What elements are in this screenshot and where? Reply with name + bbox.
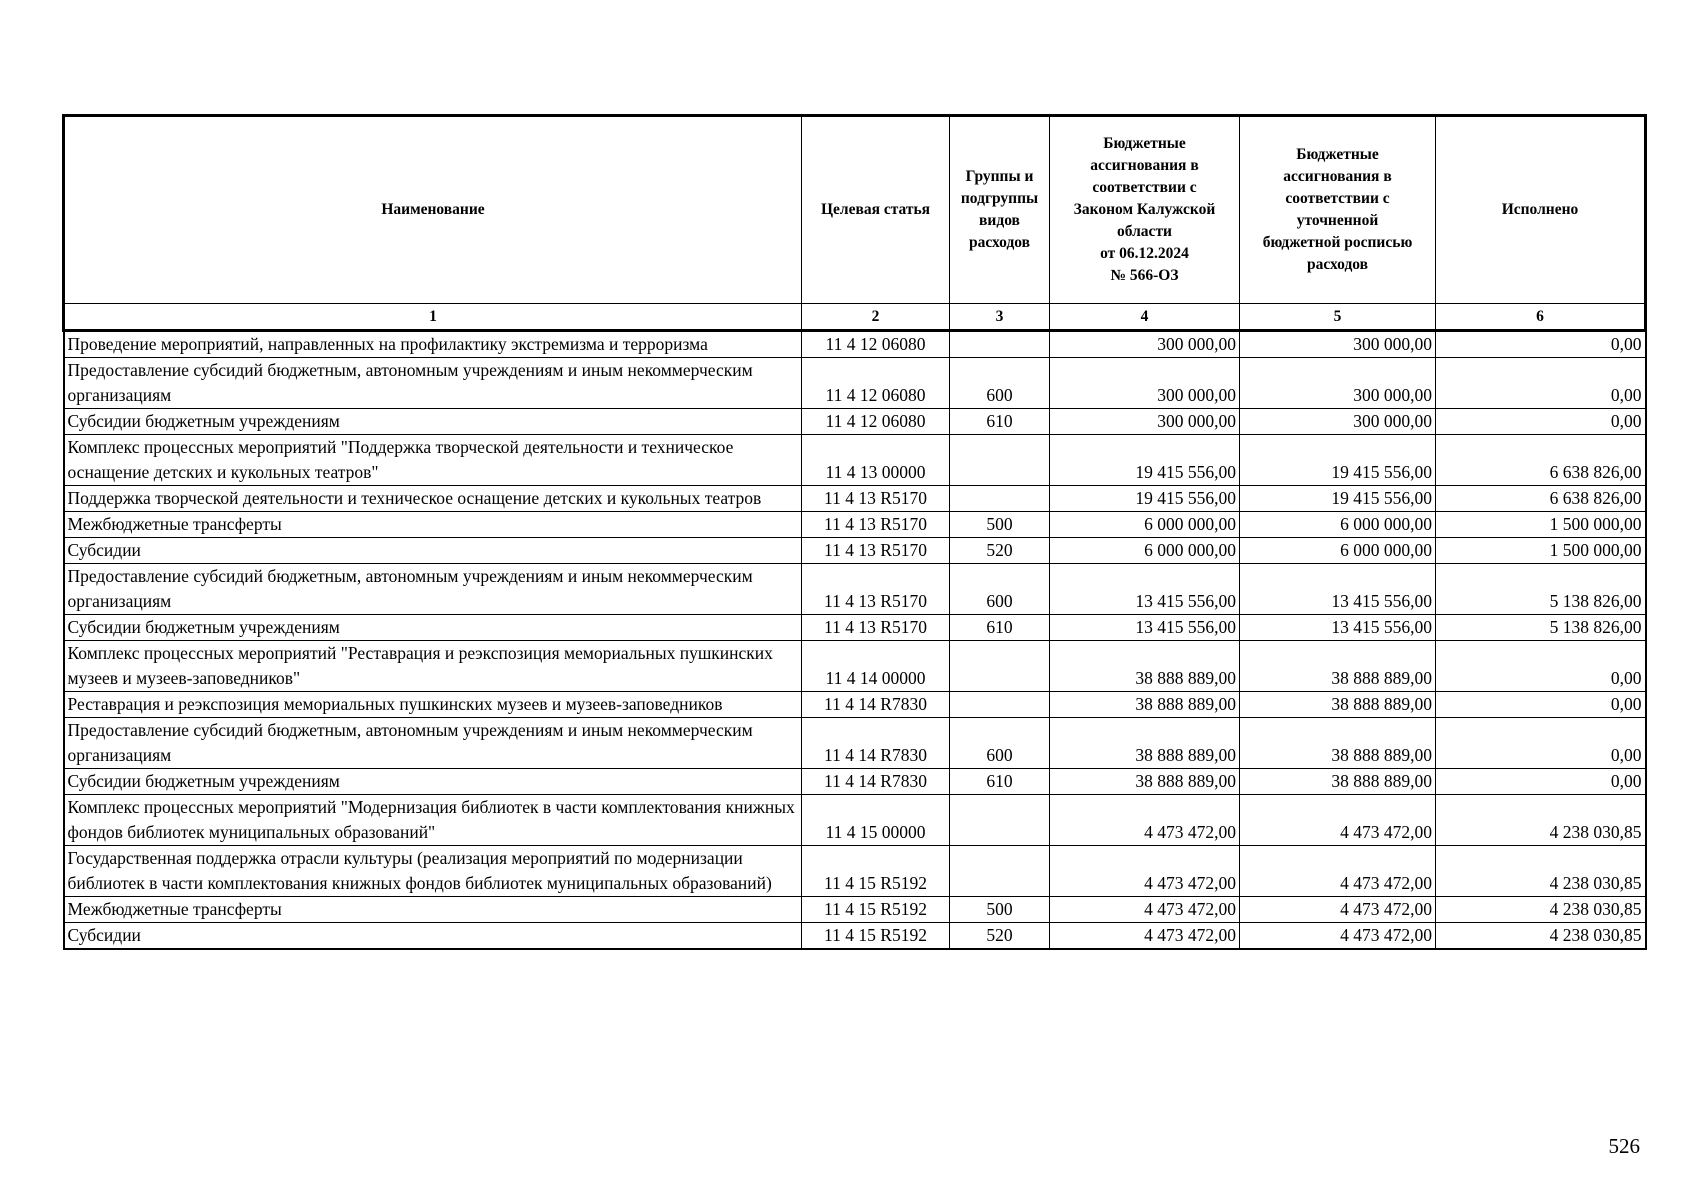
row-target-article-cell: 11 4 15 R5192 xyxy=(802,897,950,923)
row-executed-cell: 1 500 000,00 xyxy=(1436,538,1646,564)
header-executed: Исполнено xyxy=(1436,116,1646,304)
row-target-article-cell: 11 4 13 R5170 xyxy=(802,486,950,512)
row-name-cell: Проведение мероприятий, направленных на профилактику экстремизма и терроризма xyxy=(64,331,802,358)
row-name-cell: Межбюджетные трансферты xyxy=(64,512,802,538)
row-name-cell: Предоставление субсидий бюджетным, автономным учреждениям и иным некоммерческим организациям xyxy=(64,718,802,769)
row-target-article-cell: 11 4 12 06080 xyxy=(802,331,950,358)
header-law-allocations-line: области xyxy=(1117,223,1172,240)
row-executed-cell: 0,00 xyxy=(1436,409,1646,435)
row-law-allocation-cell: 19 415 556,00 xyxy=(1050,435,1240,486)
column-number: 5 xyxy=(1240,304,1436,331)
row-target-article-cell: 11 4 13 R5170 xyxy=(802,512,950,538)
header-refined-allocations-line: бюджетной росписью xyxy=(1262,234,1413,251)
table-row xyxy=(64,692,1646,718)
table-row xyxy=(64,923,1646,950)
row-expense-group-cell: 600 xyxy=(950,358,1050,409)
row-target-article-cell: 11 4 13 00000 xyxy=(802,435,950,486)
row-expense-group-cell: 600 xyxy=(950,564,1050,615)
row-refined-allocation-cell: 19 415 556,00 xyxy=(1240,435,1436,486)
row-refined-allocation-cell: 38 888 889,00 xyxy=(1240,769,1436,795)
row-refined-allocation-cell: 38 888 889,00 xyxy=(1240,641,1436,692)
header-law-allocations-line: соответствии с xyxy=(1092,179,1197,196)
table-row xyxy=(64,795,1646,846)
row-law-allocation-cell: 6 000 000,00 xyxy=(1050,538,1240,564)
table-row xyxy=(64,409,1646,435)
row-name-cell: Поддержка творческой деятельности и техническое оснащение детских и кукольных театров xyxy=(64,486,802,512)
row-name-cell: Предоставление субсидий бюджетным, автономным учреждениям и иным некоммерческим организациям xyxy=(64,564,802,615)
row-name-cell: Субсидии xyxy=(64,538,802,564)
header-expense-group-line: видов xyxy=(979,212,1020,229)
table-row xyxy=(64,615,1646,641)
table-body xyxy=(64,331,1646,950)
row-target-article-cell: 11 4 13 R5170 xyxy=(802,564,950,615)
row-target-article-cell: 11 4 15 00000 xyxy=(802,795,950,846)
row-refined-allocation-cell: 6 000 000,00 xyxy=(1240,512,1436,538)
header-refined-allocations-line: соответствии с xyxy=(1285,190,1390,207)
row-law-allocation-cell: 13 415 556,00 xyxy=(1050,615,1240,641)
row-expense-group-cell: 610 xyxy=(950,409,1050,435)
table-row xyxy=(64,331,1646,358)
row-executed-cell: 0,00 xyxy=(1436,769,1646,795)
header-law-allocations-line: Законом Калужской xyxy=(1073,201,1216,218)
row-refined-allocation-cell: 19 415 556,00 xyxy=(1240,486,1436,512)
row-executed-cell: 4 238 030,85 xyxy=(1436,795,1646,846)
row-name-cell: Государственная поддержка отрасли культуры (реализация мероприятий по модернизации библиотек в части комплектования книжных фондов библиотек муниципальных образований) xyxy=(64,846,802,897)
row-name-cell: Субсидии xyxy=(64,923,802,950)
row-law-allocation-cell: 6 000 000,00 xyxy=(1050,512,1240,538)
row-refined-allocation-cell: 300 000,00 xyxy=(1240,331,1436,358)
row-refined-allocation-cell: 4 473 472,00 xyxy=(1240,846,1436,897)
column-number: 2 xyxy=(802,304,950,331)
row-expense-group-cell: 500 xyxy=(950,512,1050,538)
column-number: 1 xyxy=(64,304,802,331)
row-executed-cell: 4 238 030,85 xyxy=(1436,846,1646,897)
row-name-cell: Комплекс процессных мероприятий "Поддержка творческой деятельности и техническое оснащение детских и кукольных театров" xyxy=(64,435,802,486)
table-row xyxy=(64,846,1646,897)
row-law-allocation-cell: 13 415 556,00 xyxy=(1050,564,1240,615)
row-target-article-cell: 11 4 14 00000 xyxy=(802,641,950,692)
header-law-allocations-line: ассигнования в xyxy=(1090,157,1199,174)
row-expense-group-cell: 520 xyxy=(950,538,1050,564)
table-row xyxy=(64,769,1646,795)
row-law-allocation-cell: 19 415 556,00 xyxy=(1050,486,1240,512)
row-expense-group-cell xyxy=(950,641,1050,692)
row-target-article-cell: 11 4 12 06080 xyxy=(802,358,950,409)
row-executed-cell: 5 138 826,00 xyxy=(1436,564,1646,615)
row-expense-group-cell xyxy=(950,435,1050,486)
row-executed-cell: 4 238 030,85 xyxy=(1436,897,1646,923)
table-row xyxy=(64,538,1646,564)
row-expense-group-cell xyxy=(950,331,1050,358)
row-law-allocation-cell: 38 888 889,00 xyxy=(1050,718,1240,769)
table-row xyxy=(64,486,1646,512)
table-row xyxy=(64,718,1646,769)
header-law-allocations-line: № 566-ОЗ xyxy=(1110,267,1179,284)
row-executed-cell: 0,00 xyxy=(1436,331,1646,358)
row-expense-group-cell: 600 xyxy=(950,718,1050,769)
page-number: 526 xyxy=(1608,1134,1640,1158)
row-law-allocation-cell: 4 473 472,00 xyxy=(1050,923,1240,950)
row-refined-allocation-cell: 300 000,00 xyxy=(1240,358,1436,409)
row-refined-allocation-cell: 4 473 472,00 xyxy=(1240,795,1436,846)
row-refined-allocation-cell: 38 888 889,00 xyxy=(1240,718,1436,769)
row-refined-allocation-cell: 6 000 000,00 xyxy=(1240,538,1436,564)
row-expense-group-cell xyxy=(950,486,1050,512)
column-number: 3 xyxy=(950,304,1050,331)
row-law-allocation-cell: 38 888 889,00 xyxy=(1050,641,1240,692)
row-name-cell: Субсидии бюджетным учреждениям xyxy=(64,615,802,641)
budget-table xyxy=(62,114,1647,950)
row-law-allocation-cell: 300 000,00 xyxy=(1050,331,1240,358)
row-expense-group-cell xyxy=(950,692,1050,718)
row-law-allocation-cell: 300 000,00 xyxy=(1050,409,1240,435)
column-number: 6 xyxy=(1436,304,1646,331)
header-expense-group xyxy=(950,116,1050,304)
row-law-allocation-cell: 4 473 472,00 xyxy=(1050,795,1240,846)
table-row xyxy=(64,564,1646,615)
row-refined-allocation-cell: 13 415 556,00 xyxy=(1240,564,1436,615)
header-name: Наименование xyxy=(64,116,802,304)
row-name-cell: Межбюджетные трансферты xyxy=(64,897,802,923)
row-expense-group-cell: 610 xyxy=(950,615,1050,641)
row-target-article-cell: 11 4 15 R5192 xyxy=(802,923,950,950)
row-expense-group-cell: 500 xyxy=(950,897,1050,923)
row-law-allocation-cell: 4 473 472,00 xyxy=(1050,846,1240,897)
row-executed-cell: 6 638 826,00 xyxy=(1436,486,1646,512)
row-refined-allocation-cell: 300 000,00 xyxy=(1240,409,1436,435)
row-law-allocation-cell: 38 888 889,00 xyxy=(1050,769,1240,795)
column-number-row xyxy=(64,304,1646,331)
row-name-cell: Комплекс процессных мероприятий "Реставрация и реэкспозиция мемориальных пушкинских музеев и музеев-заповедников" xyxy=(64,641,802,692)
row-name-cell: Реставрация и реэкспозиция мемориальных пушкинских музеев и музеев-заповедников xyxy=(64,692,802,718)
row-expense-group-cell xyxy=(950,795,1050,846)
row-executed-cell: 0,00 xyxy=(1436,641,1646,692)
header-law-allocations-line: Бюджетные xyxy=(1103,135,1186,152)
row-refined-allocation-cell: 4 473 472,00 xyxy=(1240,923,1436,950)
row-target-article-cell: 11 4 13 R5170 xyxy=(802,615,950,641)
column-number: 4 xyxy=(1050,304,1240,331)
row-executed-cell: 4 238 030,85 xyxy=(1436,923,1646,950)
row-target-article-cell: 11 4 13 R5170 xyxy=(802,538,950,564)
row-expense-group-cell: 610 xyxy=(950,769,1050,795)
header-refined-allocations-line: расходов xyxy=(1306,256,1369,273)
row-target-article-cell: 11 4 14 R7830 xyxy=(802,769,950,795)
header-expense-group-line: расходов xyxy=(968,234,1031,251)
row-target-article-cell: 11 4 14 R7830 xyxy=(802,692,950,718)
row-target-article-cell: 11 4 12 06080 xyxy=(802,409,950,435)
table-row xyxy=(64,512,1646,538)
row-executed-cell: 0,00 xyxy=(1436,718,1646,769)
table-row xyxy=(64,358,1646,409)
header-refined-allocations-line: ассигнования в xyxy=(1283,168,1392,185)
header-law-allocations xyxy=(1050,116,1240,304)
row-refined-allocation-cell: 4 473 472,00 xyxy=(1240,897,1436,923)
row-expense-group-cell: 520 xyxy=(950,923,1050,950)
row-law-allocation-cell: 300 000,00 xyxy=(1050,358,1240,409)
header-expense-group-line: подгруппы xyxy=(960,190,1039,207)
row-law-allocation-cell: 4 473 472,00 xyxy=(1050,897,1240,923)
header-refined-allocations-line: уточненной xyxy=(1296,212,1379,229)
row-target-article-cell: 11 4 14 R7830 xyxy=(802,718,950,769)
table-header-row xyxy=(64,116,1646,304)
header-law-allocations-line: от 06.12.2024 xyxy=(1100,245,1189,262)
row-target-article-cell: 11 4 15 R5192 xyxy=(802,846,950,897)
row-name-cell: Субсидии бюджетным учреждениям xyxy=(64,409,802,435)
table-row xyxy=(64,897,1646,923)
header-target-article: Целевая статья xyxy=(802,116,950,304)
row-expense-group-cell xyxy=(950,846,1050,897)
row-executed-cell: 0,00 xyxy=(1436,358,1646,409)
table-row xyxy=(64,641,1646,692)
row-name-cell: Субсидии бюджетным учреждениям xyxy=(64,769,802,795)
row-executed-cell: 5 138 826,00 xyxy=(1436,615,1646,641)
row-executed-cell: 1 500 000,00 xyxy=(1436,512,1646,538)
budget-sheet xyxy=(62,114,1644,950)
row-refined-allocation-cell: 38 888 889,00 xyxy=(1240,692,1436,718)
row-executed-cell: 0,00 xyxy=(1436,692,1646,718)
header-expense-group-line: Группы и xyxy=(965,168,1034,185)
table-row xyxy=(64,435,1646,486)
row-executed-cell: 6 638 826,00 xyxy=(1436,435,1646,486)
header-refined-allocations xyxy=(1240,116,1436,304)
row-law-allocation-cell: 38 888 889,00 xyxy=(1050,692,1240,718)
row-refined-allocation-cell: 13 415 556,00 xyxy=(1240,615,1436,641)
row-name-cell: Комплекс процессных мероприятий "Модернизация библиотек в части комплектования книжных фондов библиотек муниципальных образований" xyxy=(64,795,802,846)
row-name-cell: Предоставление субсидий бюджетным, автономным учреждениям и иным некоммерческим организациям xyxy=(64,358,802,409)
header-refined-allocations-line: Бюджетные xyxy=(1296,146,1379,163)
